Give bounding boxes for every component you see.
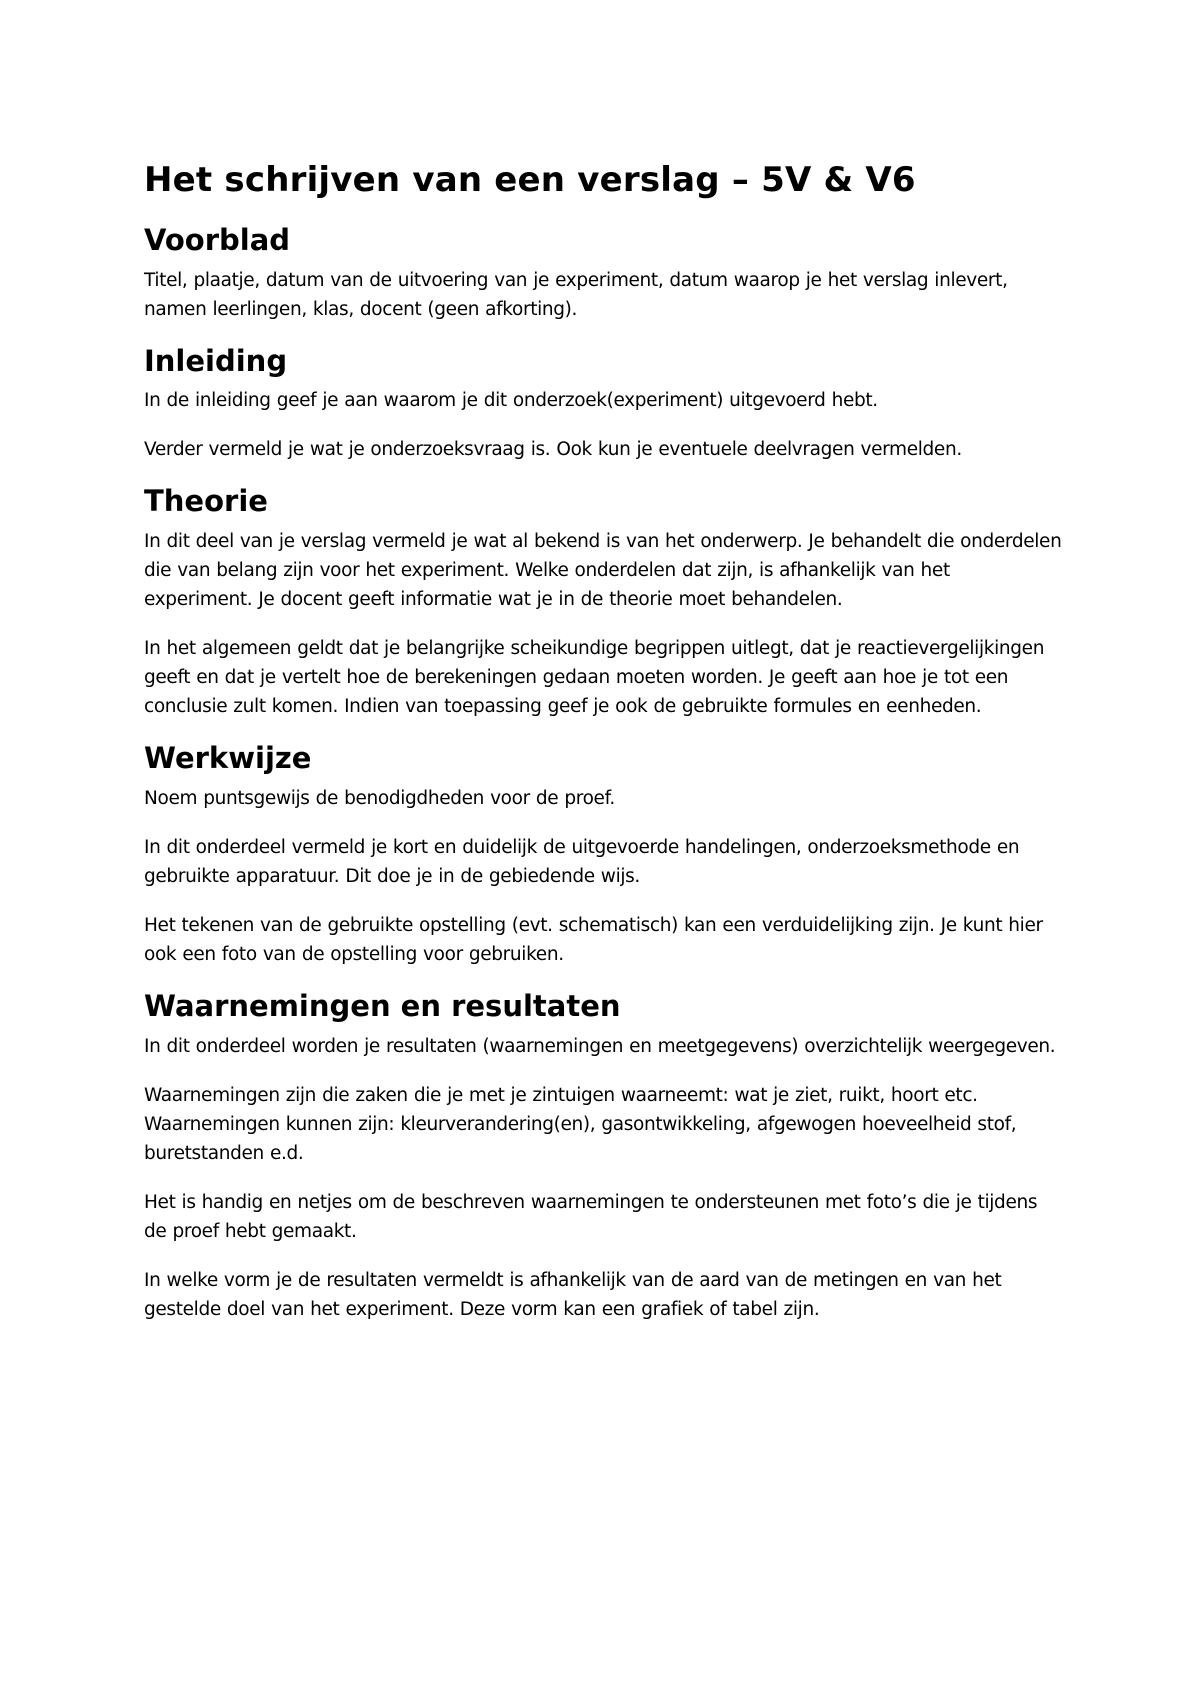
paragraph: Titel, plaatje, datum van de uitvoering van je experiment, datum waarop je het verslag inlevert, namen leerlingen, klas, docent (geen afkorting). (144, 269, 1008, 320)
paragraph: Waarnemingen zijn die zaken die je met je zintuigen waarneemt: wat je ziet, ruikt, hoort etc. Waarnemingen kunnen zijn: kleurverandering(en), gasontwikkeling, afgewogen hoeveelheid stof, buretstanden e.d. (144, 1084, 1017, 1164)
paragraph: Het is handig en netjes om de beschreven waarnemingen te ondersteunen met foto’s die je tijdens de proef hebt gemaakt. (144, 1191, 1038, 1242)
paragraph: Verder vermeld je wat je onderzoeksvraag is. Ook kun je eventuele deelvragen vermelden. (144, 439, 962, 461)
section-heading: Inleiding (144, 343, 288, 378)
document-page (144, 160, 1064, 1344)
section-heading: Werkwijze (144, 741, 312, 776)
section-theorie (144, 484, 1064, 721)
paragraph: In dit onderdeel worden je resultaten (waarnemingen en meetgegevens) overzichtelijk weergegeven. (144, 1035, 1056, 1057)
section-heading: Voorblad (144, 222, 291, 257)
paragraph: In dit onderdeel vermeld je kort en duidelijk de uitgevoerde handelingen, onderzoeksmethode en gebruikte apparatuur. Dit doe je in de gebiedende wijs. (144, 836, 1020, 887)
section-voorblad (144, 223, 1064, 324)
paragraph: In dit deel van je verslag vermeld je wat al bekend is van het onderwerp. Je behandelt die onderdelen die van belang zijn voor het experiment. Welke onderdelen dat zijn, is afhankelijk van het experiment. Je docent geeft informatie wat je in de theorie moet behandelen. (144, 531, 1062, 611)
section-heading: Waarnemingen en resultaten (144, 988, 621, 1023)
section-inleiding (144, 344, 1064, 465)
section-werkwijze (144, 741, 1064, 969)
section-heading: Theorie (144, 484, 268, 519)
paragraph: Het tekenen van de gebruikte opstelling (evt. schematisch) kan een verduidelijking zijn. Je kunt hier ook een foto van de opstelling voor gebruiken. (144, 914, 1043, 965)
paragraph: In de inleiding geef je aan waarom je dit onderzoek(experiment) uitgevoerd hebt. (144, 390, 878, 412)
paragraph: Noem puntsgewijs de benodigdheden voor de proef. (144, 787, 615, 809)
paragraph: In welke vorm je de resultaten vermeldt is afhankelijk van de aard van de metingen en van het gestelde doel van het experiment. Deze vorm kan een grafiek of tabel zijn. (144, 1269, 1002, 1320)
paragraph: In het algemeen geldt dat je belangrijke scheikundige begrippen uitlegt, dat je reactievergelijkingen geeft en dat je vertelt hoe de berekeningen gedaan moeten worden. Je geeft aan hoe je tot een conclusie zult komen. Indien van toepassing geef je ook de gebruikte formules en eenheden. (144, 638, 1045, 718)
section-waarnemingen-en-resultaten (144, 989, 1064, 1324)
document-title: Het schrijven van een verslag – 5V & V6 (144, 160, 916, 200)
